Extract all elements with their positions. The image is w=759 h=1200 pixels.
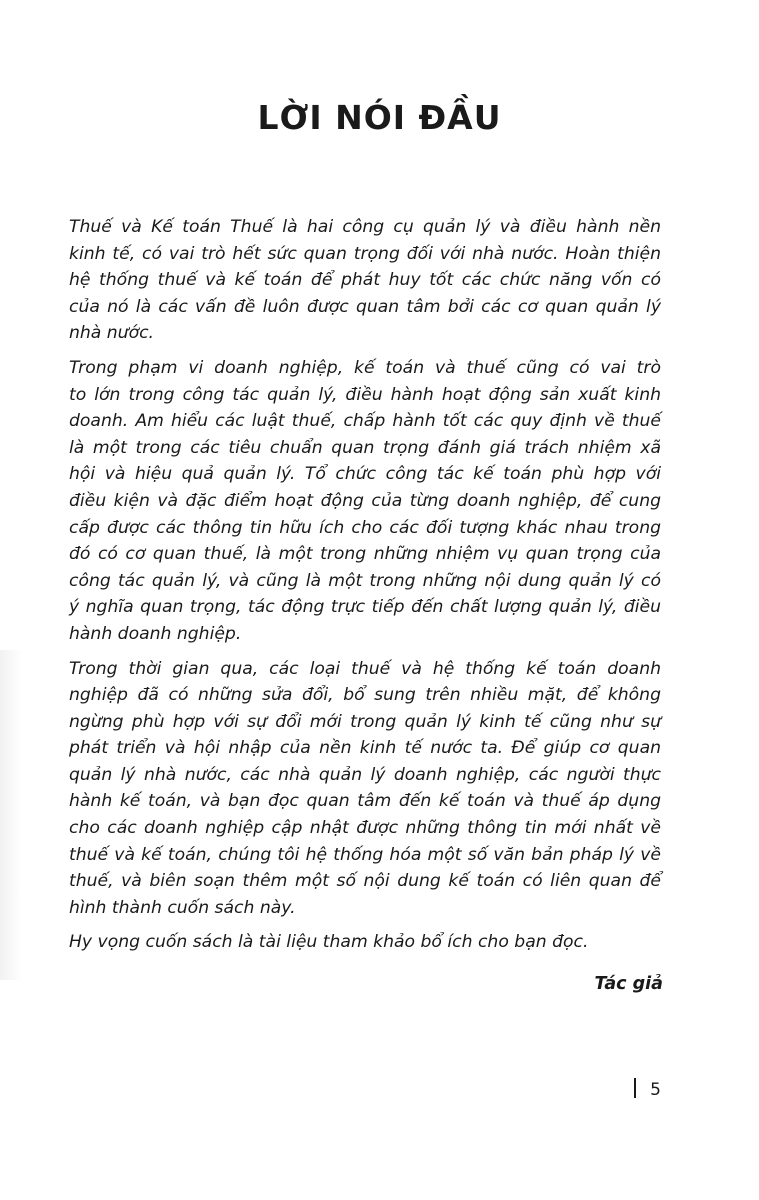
paragraph-1 [69, 214, 661, 347]
paragraph-line: ngừng phù hợp với sự đổi mới trong quản lý kinh tế cũng như sự [69, 711, 661, 732]
page-number-separator [634, 1078, 636, 1098]
paragraph-line: Trong phạm vi doanh nghiệp, kế toán và thuế cũng có vai trò [69, 357, 661, 378]
paragraph-line: nhà nước. [69, 323, 154, 344]
paragraph-3 [69, 656, 661, 922]
paragraph-line: điều kiện và đặc điểm hoạt động của từng doanh nghiệp, để cung [69, 490, 661, 511]
paragraph-line: phát triển và hội nhập của nền kinh tế nước ta. Để giúp cơ quan [69, 738, 661, 759]
paragraph-line: nghiệp đã có những sửa đổi, bổ sung trên nhiều mặt, để không [69, 685, 661, 706]
paragraph-line: đó có cơ quan thuế, là một trong những nhiệm vụ quan trọng của [69, 544, 661, 565]
bleed-through-shadow [0, 650, 22, 980]
page-number: 5 [650, 1080, 661, 1100]
paragraph-line: to lớn trong công tác quản lý, điều hành hoạt động sản xuất kinh [69, 384, 661, 405]
preface-body [69, 214, 661, 964]
author-signature: Tác giả [594, 974, 663, 994]
paragraph-line: của nó là các vấn đề luôn được quan tâm bởi các cơ quan quản lý [69, 296, 661, 317]
paragraph-line: hình thành cuốn sách này. [69, 897, 296, 918]
paragraph-line: cấp được các thông tin hữu ích cho các đối tượng khác nhau trong [69, 517, 661, 538]
paragraph-line: kinh tế, có vai trò hết sức quan trọng đối với nhà nước. Hoàn thiện [69, 243, 661, 264]
paragraph-line: Trong thời gian qua, các loại thuế và hệ thống kế toán doanh [69, 658, 661, 679]
page-number-block [634, 1078, 661, 1100]
paragraph-line: Hy vọng cuốn sách là tài liệu tham khảo bổ ích cho bạn đọc. [69, 932, 589, 953]
paragraph-line: quản lý nhà nước, các nhà quản lý doanh nghiệp, các người thực [69, 764, 661, 785]
paragraph-2 [69, 355, 661, 648]
paragraph-line: doanh. Am hiểu các luật thuế, chấp hành tốt các quy định về thuế [69, 411, 661, 432]
paragraph-line: ý nghĩa quan trọng, tác động trực tiếp đến chất lượng quản lý, điều [69, 597, 661, 618]
paragraph-line: Thuế và Kế toán Thuế là hai công cụ quản lý và điều hành nền [69, 217, 661, 237]
page-title: LỜI NÓI ĐẦU [257, 98, 502, 137]
paragraph-line: công tác quản lý, và cũng là một trong những nội dung quản lý có [69, 570, 661, 591]
paragraph-line: thuế, và biên soạn thêm một số nội dung kế toán có liên quan để [69, 871, 661, 892]
paragraph-line: hệ thống thuế và kế toán để phát huy tốt các chức năng vốn có [69, 270, 661, 291]
paragraph-line: hành doanh nghiệp. [69, 623, 242, 644]
paragraph-4 [69, 929, 661, 956]
paragraph-line: hành kế toán, và bạn đọc quan tâm đến kế toán và thuế áp dụng [69, 791, 661, 812]
paragraph-line: thuế và kế toán, chúng tôi hệ thống hóa một số văn bản pháp lý về [69, 844, 661, 865]
paragraph-line: cho các doanh nghiệp cập nhật được những thông tin mới nhất về [69, 818, 661, 839]
paragraph-line: hội và hiệu quả quản lý. Tổ chức công tác kế toán phù hợp với [69, 464, 661, 485]
paragraph-line: là một trong các tiêu chuẩn quan trọng đánh giá trách nhiệm xã [69, 437, 661, 458]
